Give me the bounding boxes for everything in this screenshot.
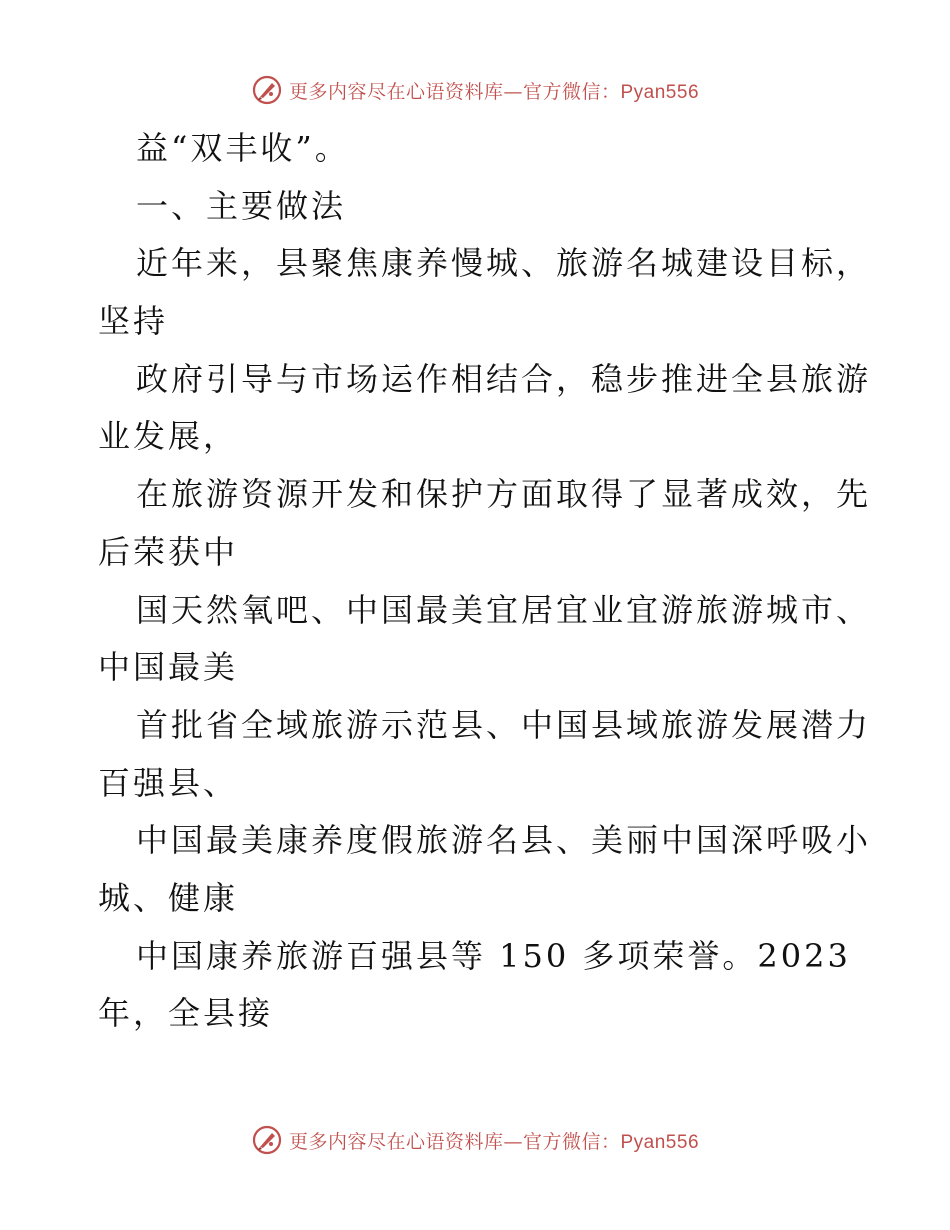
text-line: 年，全县接 bbox=[98, 994, 274, 1033]
text-line: 坚持 bbox=[98, 302, 169, 341]
text-line: 在旅游资源开发和保护方面取得了显著成效，先 bbox=[136, 475, 872, 514]
quill-pen-circle-icon bbox=[251, 74, 283, 106]
watermark-wechat-id: Pyan556 bbox=[620, 1131, 700, 1153]
text-line: 中国最美康养度假旅游名县、美丽中国深呼吸小 bbox=[136, 821, 872, 860]
text-line: 业发展， bbox=[98, 417, 239, 456]
watermark-wechat-id: Pyan556 bbox=[620, 81, 700, 103]
text-line: 城、健康 bbox=[98, 878, 239, 917]
text-line: 近年来，县聚焦康养慢城、旅游名城建设目标， bbox=[136, 244, 872, 283]
text-line: 首批省全域旅游示范县、中国县域旅游发展潜力 bbox=[136, 705, 872, 744]
watermark-brand: 更多内容尽在心语资料库—官方微信： bbox=[288, 80, 621, 103]
document-body bbox=[98, 120, 872, 1043]
section-heading: 一、主要做法 bbox=[136, 186, 347, 225]
quill-pen-circle-icon bbox=[251, 1124, 283, 1156]
header-watermark bbox=[0, 70, 950, 110]
text-line: 中国最美 bbox=[98, 648, 239, 687]
text-line: 政府引导与市场运作相结合，稳步推进全县旅游 bbox=[136, 359, 872, 398]
watermark-text bbox=[289, 77, 699, 104]
text-line: 国天然氧吧、中国最美宜居宜业宜游旅游城市、 bbox=[136, 590, 872, 629]
text-line: 中国康养旅游百强县等 150 多项荣誉。2023 bbox=[136, 936, 851, 975]
watermark-text bbox=[289, 1127, 699, 1154]
text-line: 后荣获中 bbox=[98, 532, 239, 571]
text-line: 益“双丰收”。 bbox=[136, 129, 350, 167]
watermark-brand: 更多内容尽在心语资料库—官方微信： bbox=[288, 1130, 621, 1153]
footer-watermark bbox=[0, 1120, 950, 1160]
text-line: 百强县、 bbox=[98, 763, 239, 802]
